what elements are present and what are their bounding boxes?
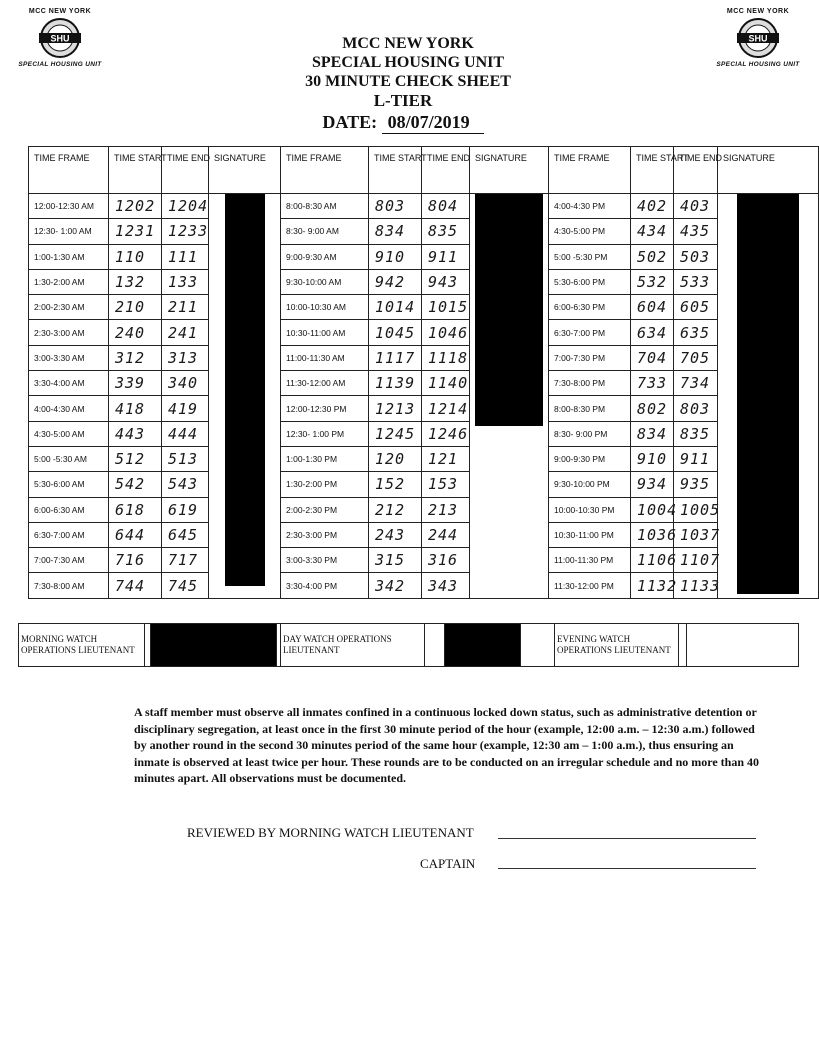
- header-unit: SPECIAL HOUSING UNIT: [311, 54, 505, 71]
- time-end-cell: 605: [674, 295, 718, 320]
- time-end-cell: 121: [422, 446, 470, 471]
- time-end-cell: 213: [422, 497, 470, 522]
- time-frame-cell: 4:00-4:30 PM: [549, 194, 631, 219]
- time-end-cell: 1005: [674, 497, 718, 522]
- time-frame-cell: 6:30-7:00 PM: [549, 320, 631, 345]
- time-start-cell: 532: [631, 269, 674, 294]
- col-header-time-frame: TIME FRAME: [549, 147, 631, 194]
- time-frame-cell: 1:00-1:30 AM: [29, 244, 109, 269]
- time-frame-cell: 3:30-4:00 AM: [29, 371, 109, 396]
- time-start-cell: 1231: [109, 219, 162, 244]
- time-start-cell: 502: [631, 244, 674, 269]
- time-end-cell: 153: [422, 472, 470, 497]
- logo-bottom-text: SPECIAL HOUSING UNIT: [716, 61, 800, 68]
- table-row: [29, 421, 819, 446]
- time-end-cell: 635: [674, 320, 718, 345]
- time-start-cell: 512: [109, 446, 162, 471]
- time-start-cell: 342: [369, 573, 422, 598]
- time-end-cell: 513: [162, 446, 209, 471]
- time-start-cell: 434: [631, 219, 674, 244]
- reviewed-by-label: REVIEWED BY MORNING WATCH LIEUTENANT: [187, 825, 474, 840]
- time-frame-cell: 11:00-11:30 PM: [549, 548, 631, 573]
- time-end-cell: 1233: [162, 219, 209, 244]
- signature-cell: [718, 194, 819, 599]
- time-frame-cell: 11:30-12:00 AM: [281, 371, 369, 396]
- time-start-cell: 934: [631, 472, 674, 497]
- time-start-cell: 1213: [369, 396, 422, 421]
- time-end-cell: 734: [674, 371, 718, 396]
- time-end-cell: 1204: [162, 194, 209, 219]
- time-start-cell: 618: [109, 497, 162, 522]
- time-end-cell: 340: [162, 371, 209, 396]
- time-start-cell: 1036: [631, 522, 674, 547]
- col-header-time-end: TIME END: [674, 147, 718, 194]
- time-end-cell: 705: [674, 345, 718, 370]
- signature-cell: [425, 624, 445, 667]
- time-frame-cell: 4:30-5:00 AM: [29, 421, 109, 446]
- time-start-cell: 402: [631, 194, 674, 219]
- time-end-cell: 1214: [422, 396, 470, 421]
- table-row: [29, 446, 819, 471]
- time-frame-cell: 12:30- 1:00 PM: [281, 421, 369, 446]
- time-end-cell: 1015: [422, 295, 470, 320]
- time-start-cell: 132: [109, 269, 162, 294]
- time-end-cell: 503: [674, 244, 718, 269]
- time-end-cell: 943: [422, 269, 470, 294]
- time-start-cell: 802: [631, 396, 674, 421]
- time-end-cell: 1037: [674, 522, 718, 547]
- date-label: DATE:: [322, 112, 378, 132]
- time-end-cell: 1118: [422, 345, 470, 370]
- redacted-signature: [737, 194, 799, 594]
- col-header-signature: SIGNATURE: [209, 147, 281, 194]
- time-frame-cell: 7:30-8:00 AM: [29, 573, 109, 598]
- time-frame-cell: 3:00-3:30 PM: [281, 548, 369, 573]
- time-frame-cell: 12:30- 1:00 AM: [29, 219, 109, 244]
- time-start-cell: 110: [109, 244, 162, 269]
- header-sheet-title: 30 MINUTE CHECK SHEET: [305, 73, 511, 90]
- time-frame-cell: 1:30-2:00 PM: [281, 472, 369, 497]
- time-end-cell: 1107: [674, 548, 718, 573]
- time-end-cell: 533: [674, 269, 718, 294]
- time-start-cell: 733: [631, 371, 674, 396]
- time-frame-cell: 2:30-3:00 PM: [281, 522, 369, 547]
- time-frame-cell: 1:00-1:30 PM: [281, 446, 369, 471]
- time-start-cell: 1245: [369, 421, 422, 446]
- table-row: [29, 396, 819, 421]
- table-header-row: [29, 147, 819, 194]
- time-start-cell: 634: [631, 320, 674, 345]
- time-end-cell: 911: [674, 446, 718, 471]
- time-frame-cell: 5:00 -5:30 AM: [29, 446, 109, 471]
- table-row: [29, 244, 819, 269]
- morning-watch-label: MORNING WATCH OPERATIONS LIEUTENANT: [19, 624, 145, 667]
- time-start-cell: 1139: [369, 371, 422, 396]
- time-start-cell: 152: [369, 472, 422, 497]
- logo-top-text: MCC NEW YORK: [28, 8, 92, 15]
- time-end-cell: 133: [162, 269, 209, 294]
- time-end-cell: 717: [162, 548, 209, 573]
- time-end-cell: 444: [162, 421, 209, 446]
- redacted-signature: [151, 624, 277, 667]
- time-end-cell: 343: [422, 573, 470, 598]
- time-frame-cell: 3:00-3:30 AM: [29, 345, 109, 370]
- time-end-cell: 804: [422, 194, 470, 219]
- time-end-cell: 803: [674, 396, 718, 421]
- time-frame-cell: 8:30- 9:00 AM: [281, 219, 369, 244]
- time-frame-cell: 5:00 -5:30 PM: [549, 244, 631, 269]
- signature-cell: [679, 624, 687, 667]
- time-end-cell: 241: [162, 320, 209, 345]
- time-end-cell: 619: [162, 497, 209, 522]
- time-frame-cell: 2:30-3:00 AM: [29, 320, 109, 345]
- time-start-cell: 240: [109, 320, 162, 345]
- captain-label: CAPTAIN: [420, 856, 476, 871]
- time-end-cell: 911: [422, 244, 470, 269]
- time-start-cell: 1132: [631, 573, 674, 598]
- time-frame-cell: 7:30-8:00 PM: [549, 371, 631, 396]
- signature-cell: [470, 194, 549, 599]
- col-header-time-start: TIME START: [369, 147, 422, 194]
- time-start-cell: 644: [109, 522, 162, 547]
- time-end-cell: 745: [162, 573, 209, 598]
- time-start-cell: 243: [369, 522, 422, 547]
- signature-cell: [521, 624, 555, 667]
- time-start-cell: 418: [109, 396, 162, 421]
- time-start-cell: 834: [631, 421, 674, 446]
- time-frame-cell: 12:00-12:30 PM: [281, 396, 369, 421]
- col-header-time-frame: TIME FRAME: [281, 147, 369, 194]
- time-frame-cell: 2:00-2:30 PM: [281, 497, 369, 522]
- time-frame-cell: 10:30-11:00 PM: [549, 522, 631, 547]
- col-header-time-end: TIME END: [162, 147, 209, 194]
- time-frame-cell: 10:00-10:30 PM: [549, 497, 631, 522]
- document-header: [0, 34, 816, 134]
- time-end-cell: 835: [422, 219, 470, 244]
- logo-top-text: MCC NEW YORK: [726, 8, 790, 15]
- time-end-cell: 1140: [422, 371, 470, 396]
- time-frame-cell: 5:30-6:00 AM: [29, 472, 109, 497]
- time-start-cell: 312: [109, 345, 162, 370]
- table-row: [29, 472, 819, 497]
- time-start-cell: 210: [109, 295, 162, 320]
- time-start-cell: 834: [369, 219, 422, 244]
- time-frame-cell: 5:30-6:00 PM: [549, 269, 631, 294]
- time-end-cell: 543: [162, 472, 209, 497]
- redacted-signature: [445, 624, 521, 667]
- badge-text: SHU: [748, 33, 768, 44]
- col-header-signature: SIGNATURE: [470, 147, 549, 194]
- time-frame-cell: 6:30-7:00 AM: [29, 522, 109, 547]
- time-start-cell: 1106: [631, 548, 674, 573]
- time-frame-cell: 2:00-2:30 AM: [29, 295, 109, 320]
- time-start-cell: 1045: [369, 320, 422, 345]
- time-frame-cell: 4:30-5:00 PM: [549, 219, 631, 244]
- time-start-cell: 910: [631, 446, 674, 471]
- time-end-cell: 835: [674, 421, 718, 446]
- evening-watch-label: EVENING WATCH OPERATIONS LIEUTENANT: [555, 624, 679, 667]
- col-header-time-frame: TIME FRAME: [29, 147, 109, 194]
- redacted-signature: [475, 194, 543, 426]
- time-start-cell: 315: [369, 548, 422, 573]
- col-header-time-start: TIME START: [109, 147, 162, 194]
- col-header-time-end: TIME END: [422, 147, 470, 194]
- time-start-cell: 604: [631, 295, 674, 320]
- table-row: [29, 573, 819, 598]
- time-frame-cell: 1:30-2:00 AM: [29, 269, 109, 294]
- time-end-cell: 403: [674, 194, 718, 219]
- time-frame-cell: 7:00-7:30 PM: [549, 345, 631, 370]
- lieutenant-signature-table: [18, 623, 799, 667]
- time-end-cell: 435: [674, 219, 718, 244]
- time-start-cell: 542: [109, 472, 162, 497]
- table-row: [29, 548, 819, 573]
- time-frame-cell: 10:30-11:00 AM: [281, 320, 369, 345]
- table-row: [29, 345, 819, 370]
- time-frame-cell: 7:00-7:30 AM: [29, 548, 109, 573]
- time-start-cell: 744: [109, 573, 162, 598]
- time-frame-cell: 11:30-12:00 PM: [549, 573, 631, 598]
- time-start-cell: 120: [369, 446, 422, 471]
- redacted-signature: [225, 194, 265, 586]
- time-end-cell: 419: [162, 396, 209, 421]
- time-start-cell: 1004: [631, 497, 674, 522]
- time-frame-cell: 3:30-4:00 PM: [281, 573, 369, 598]
- badge-text: SHU: [50, 33, 70, 44]
- time-end-cell: 111: [162, 244, 209, 269]
- table-row: [29, 269, 819, 294]
- time-frame-cell: 8:30- 9:00 PM: [549, 421, 631, 446]
- time-end-cell: 316: [422, 548, 470, 573]
- time-start-cell: 1117: [369, 345, 422, 370]
- observation-policy-notice: A staff member must observe all inmates confined in a continuous locked down status, such as administrative detention or disciplinary segregation, at least once in the first 30 minute period of the hour (example, 12:00 a.m. – 12:30 a.m.) followed by another round in the second 30 minutes period of the same hour (example, 12:30 am – 1:00 a.m.), thus ensuring an inmate is observed at least twice per hour. These rounds are to be conducted on an irregular schedule and no more than 40 minutes apart. All observations must be documented.: [134, 705, 760, 785]
- check-sheet-table: [28, 146, 819, 599]
- time-start-cell: 1014: [369, 295, 422, 320]
- header-facility: MCC NEW YORK: [342, 35, 474, 52]
- col-header-signature: SIGNATURE: [718, 147, 819, 194]
- table-row: [29, 497, 819, 522]
- time-frame-cell: 12:00-12:30 AM: [29, 194, 109, 219]
- table-row: [29, 522, 819, 547]
- time-frame-cell: 8:00-8:30 PM: [549, 396, 631, 421]
- time-frame-cell: 9:00-9:30 PM: [549, 446, 631, 471]
- logo-bottom-text: SPECIAL HOUSING UNIT: [18, 61, 102, 68]
- time-frame-cell: 9:00-9:30 AM: [281, 244, 369, 269]
- time-frame-cell: 9:30-10:00 AM: [281, 269, 369, 294]
- table-row: [29, 371, 819, 396]
- reviewed-by-signature-line: [498, 838, 756, 839]
- table-row: [29, 320, 819, 345]
- date-value: 08/07/2019: [382, 111, 484, 134]
- time-start-cell: 339: [109, 371, 162, 396]
- time-start-cell: 716: [109, 548, 162, 573]
- time-start-cell: 910: [369, 244, 422, 269]
- time-end-cell: 244: [422, 522, 470, 547]
- time-end-cell: 1246: [422, 421, 470, 446]
- table-row: [29, 194, 819, 219]
- time-start-cell: 443: [109, 421, 162, 446]
- header-tier: L-TIER: [373, 91, 433, 110]
- table-row: [29, 219, 819, 244]
- day-watch-label: DAY WATCH OPERATIONS LIEUTENANT: [281, 624, 425, 667]
- time-end-cell: 935: [674, 472, 718, 497]
- time-start-cell: 1202: [109, 194, 162, 219]
- time-frame-cell: 10:00-10:30 AM: [281, 295, 369, 320]
- table-row: [29, 295, 819, 320]
- time-start-cell: 942: [369, 269, 422, 294]
- col-header-time-start: TIME START: [631, 147, 674, 194]
- lieutenant-row: [19, 624, 799, 667]
- time-frame-cell: 11:00-11:30 AM: [281, 345, 369, 370]
- time-frame-cell: 6:00-6:30 PM: [549, 295, 631, 320]
- time-frame-cell: 6:00-6:30 AM: [29, 497, 109, 522]
- time-start-cell: 212: [369, 497, 422, 522]
- time-start-cell: 704: [631, 345, 674, 370]
- time-end-cell: 211: [162, 295, 209, 320]
- time-end-cell: 1133: [674, 573, 718, 598]
- time-end-cell: 313: [162, 345, 209, 370]
- time-frame-cell: 4:00-4:30 AM: [29, 396, 109, 421]
- captain-signature-line: [498, 868, 756, 869]
- signature-cell: [209, 194, 281, 599]
- signature-cell: [687, 624, 799, 667]
- header-date: [0, 111, 816, 134]
- time-end-cell: 645: [162, 522, 209, 547]
- time-frame-cell: 9:30-10:00 PM: [549, 472, 631, 497]
- time-start-cell: 803: [369, 194, 422, 219]
- time-frame-cell: 8:00-8:30 AM: [281, 194, 369, 219]
- time-end-cell: 1046: [422, 320, 470, 345]
